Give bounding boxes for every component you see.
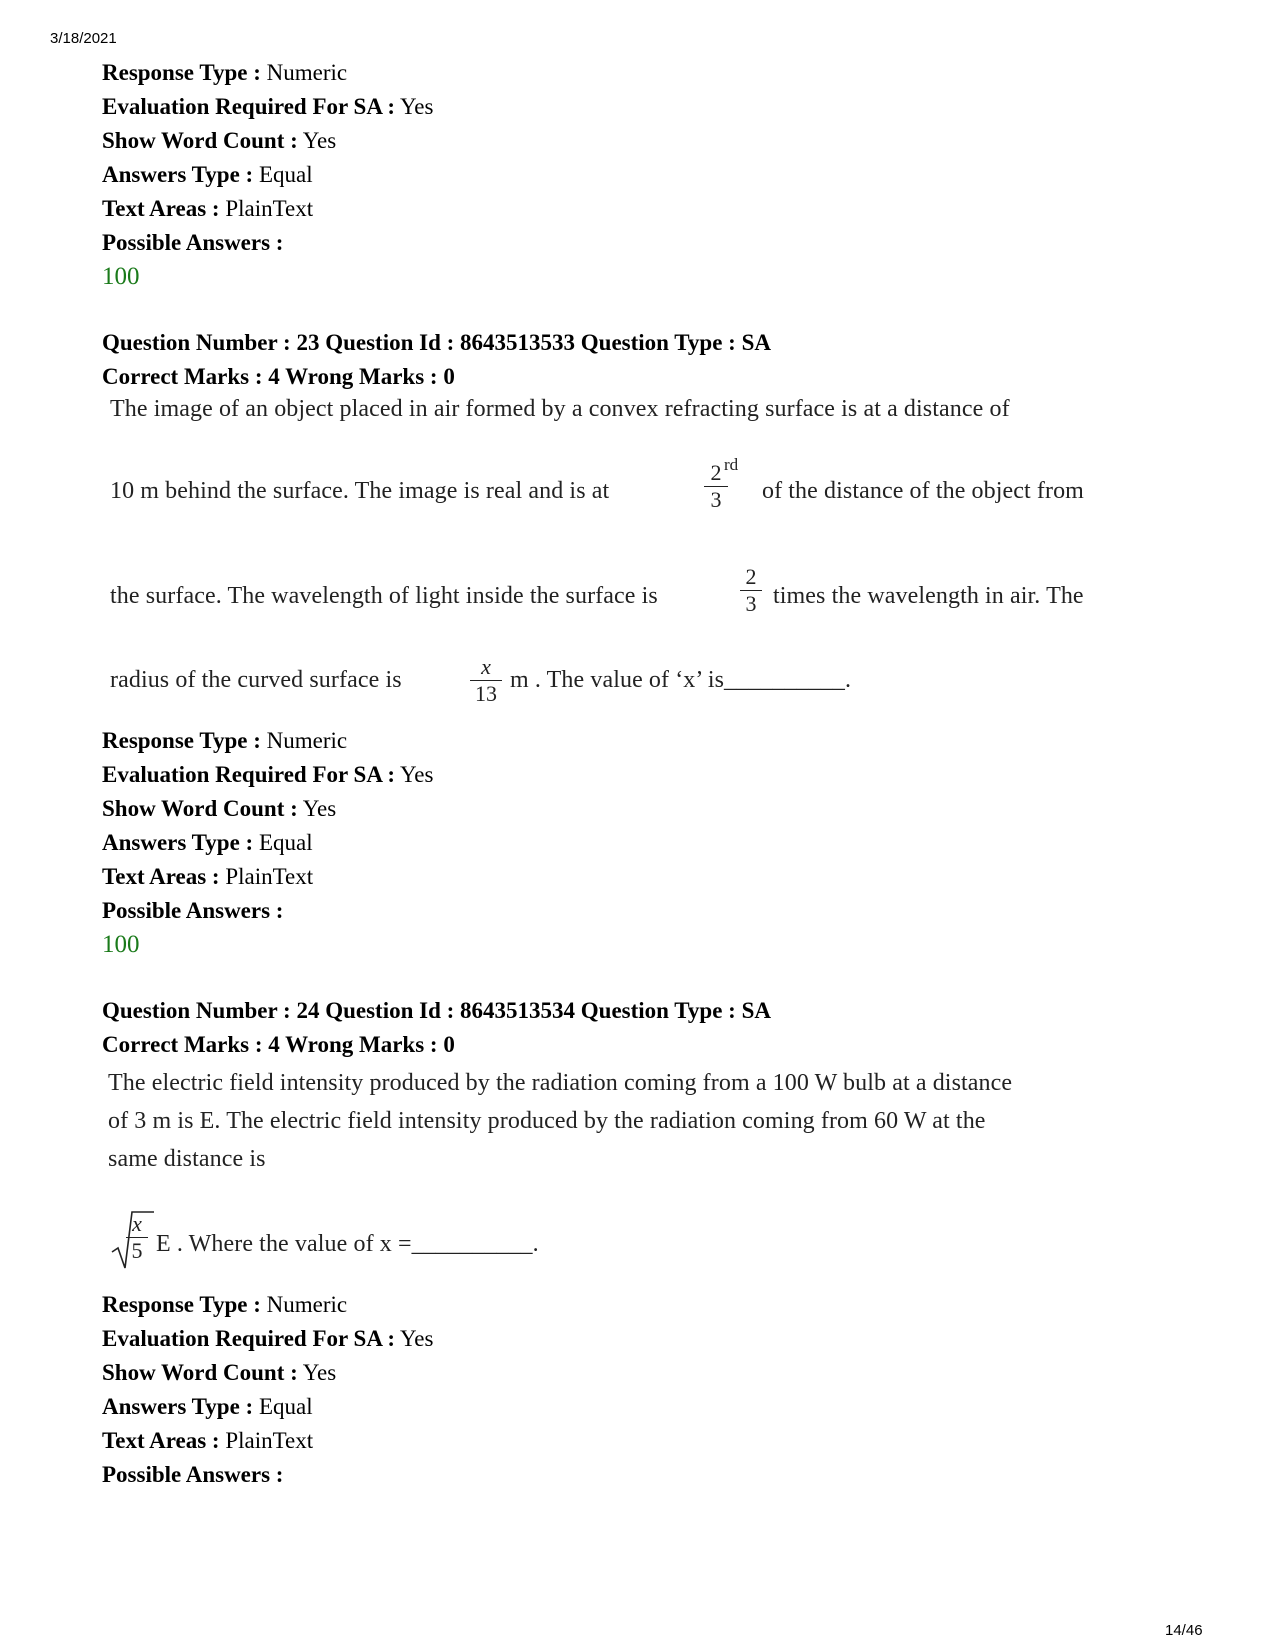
meta-row: Response Type : Numeric [102,728,348,753]
meta-row: Possible Answers : [102,230,284,255]
q24-header-line2: Correct Marks : 4 Wrong Marks : 0 [102,1032,455,1057]
meta-row: Possible Answers : [102,1462,284,1487]
q24-meta-block [102,1288,433,1492]
meta-row: Answers Type : Equal [102,830,313,855]
q23-fraction-two-thirds: 2 3 [740,565,762,616]
meta-row: Evaluation Required For SA : Yes [102,1326,434,1351]
meta-row: Evaluation Required For SA : Yes [102,762,434,787]
q23-superscript-rd: rd [724,455,739,474]
q23-line2a: 10 m behind the surface. The image is real and is at [110,478,610,504]
print-date: 3/18/2021 [50,30,117,47]
meta-row: Show Word Count : Yes [102,1360,337,1385]
q23-line1: The image of an object placed in air formed by a convex refracting surface is at a distance of [110,396,1010,422]
meta-row: Response Type : Numeric [102,1292,348,1317]
page-number: 14/46 [1165,1622,1203,1639]
meta-row: Text Areas : PlainText [102,1428,314,1453]
meta-row: Evaluation Required For SA : Yes [102,94,434,119]
meta-row: Response Type : Numeric [102,60,348,85]
meta-row: Possible Answers : [102,898,284,923]
possible-answer: 100 [102,931,140,958]
prev-meta-block [102,56,433,294]
q24-header-line1: Question Number : 24 Question Id : 8643513534 Question Type : SA [102,998,771,1023]
q24-line4: E . Where the value of x =__________. [156,1231,539,1257]
meta-row: Show Word Count : Yes [102,796,337,821]
meta-row: Text Areas : PlainText [102,196,314,221]
q24-line3: same distance is [108,1146,266,1172]
meta-row: Show Word Count : Yes [102,128,337,153]
q24-line2: of 3 m is E. The electric field intensity produced by the radiation coming from 60 W at the [108,1108,986,1134]
meta-row: Text Areas : PlainText [102,864,314,889]
q23-line3a: the surface. The wavelength of light inside the surface is [110,583,658,609]
q23-fraction-two-thirds-rd: 2 3 [704,461,728,512]
q23-line4b: m . The value of ‘x’ is__________. [510,667,852,693]
q24-line1: The electric field intensity produced by the radiation coming from a 100 W bulb at a distance [108,1070,1013,1096]
q23-meta-block [102,724,433,962]
q24-fraction-x-over-5: x 5 [126,1212,148,1263]
meta-row: Answers Type : Equal [102,162,313,187]
q23-line4a: radius of the curved surface is [110,667,402,693]
q23-line3b: times the wavelength in air. The [773,583,1084,609]
q23-header [102,326,771,394]
possible-answer: 100 [102,263,140,290]
q23-line2b: of the distance of the object from [762,478,1084,504]
q23-fraction-x-over-13: x 13 [470,655,502,706]
q24-header [102,994,771,1062]
q23-header-line1: Question Number : 23 Question Id : 8643513533 Question Type : SA [102,330,771,355]
q23-header-line2: Correct Marks : 4 Wrong Marks : 0 [102,364,455,389]
meta-row: Answers Type : Equal [102,1394,313,1419]
